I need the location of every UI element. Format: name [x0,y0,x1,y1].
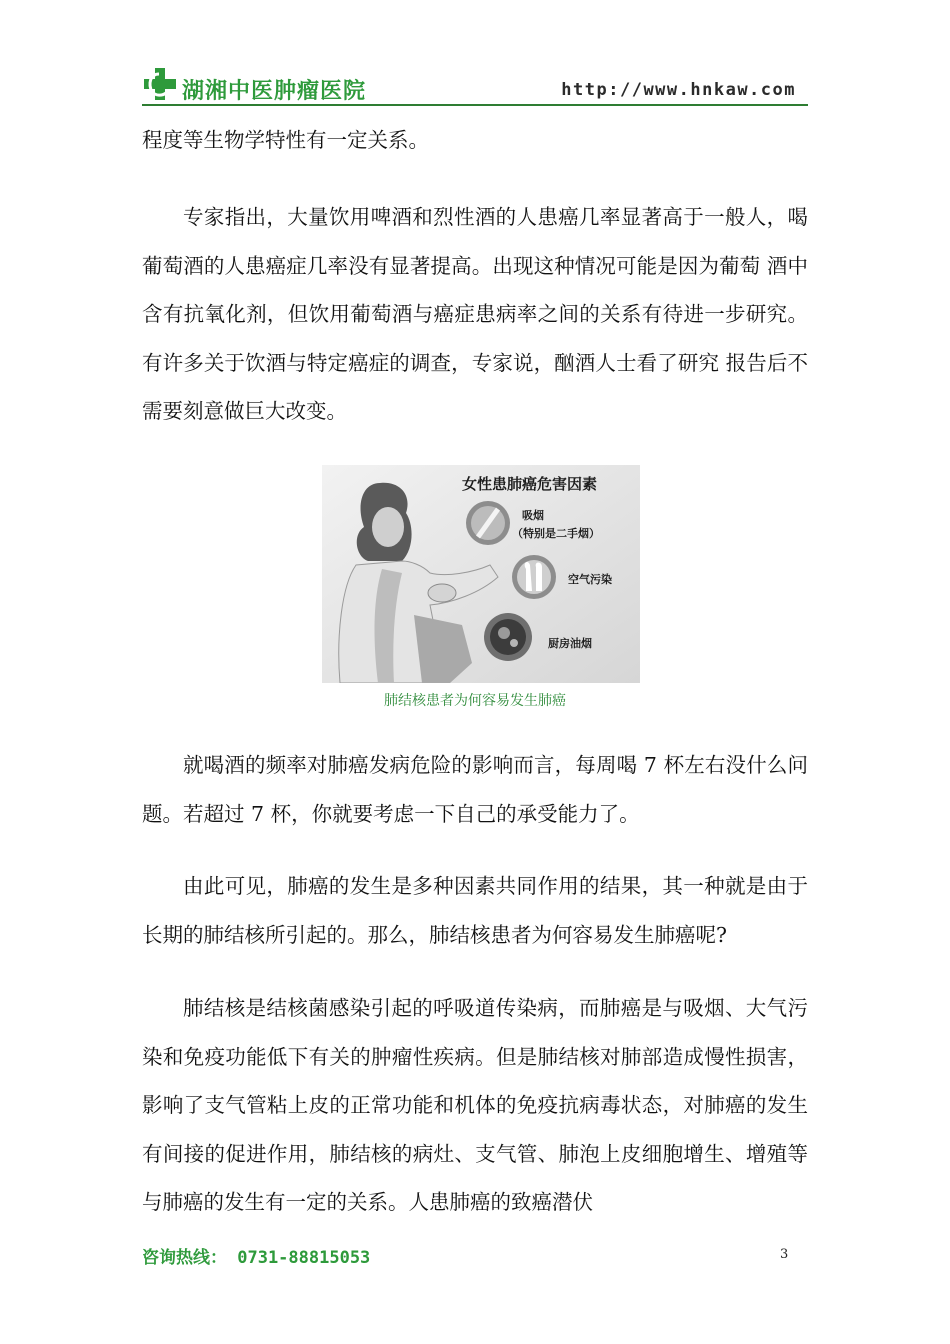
paragraph-2: 专家指出，大量饮用啤酒和烈性酒的人患癌几率显著高于一般人，喝葡萄酒的人患癌症几率没有显著提高。出现这种情况可能是因为葡萄 酒中含有抗氧化剂，但饮用葡萄酒与癌症患病率之间的关系有待进一步研究。有许多关于饮酒与特定癌症的调查，专家说，酗酒人士看了研究 报告后不需要刻意做巨大改变。 [142,205,808,423]
site-url[interactable]: http://www.hnkaw.com [561,80,796,100]
paragraph-3: 就喝酒的频率对肺癌发病危险的影响而言，每周喝 7 杯左右没什么问题。若超过 7 杯，你就要考虑一下自己的承受能力了。 [142,753,808,826]
hospital-cross-logo-icon [142,66,178,102]
header-divider [142,104,808,106]
paragraph-1: 程度等生物学特性有一定关系。 [142,128,429,152]
paragraph-4: 由此可见，肺癌的发生是多种因素共同作用的结果，其一种就是由于长期的肺结核所引起的。那么，肺结核患者为何容易发生肺癌呢? [142,874,808,947]
factory-smoke-icon [512,555,556,599]
hospital-name: 湖湘中医肿瘤医院 [182,79,367,104]
consultation-hotline: 咨询热线： 0731-88815053 [142,1248,371,1268]
page-number: 3 [780,1247,789,1262]
article-figure [322,465,640,683]
factor-label-kitchen-fumes: 厨房油烟 [548,637,592,650]
figure-caption: 肺结核患者为何容易发生肺癌 [384,693,566,709]
paragraph-5: 肺结核是结核菌感染引起的呼吸道传染病，而肺癌是与吸烟、大气污染和免疫功能低下有关的肿瘤性疾病。但是肺结核对肺部造成慢性损害，影响了支气管粘上皮的正常功能和机体的免疫抗病毒状态，对肺癌的发生有间接的促进作用，肺结核的病灶、支气管、肺泡上皮细胞增生、增殖等与肺癌的发生有一定的关系。人患肺癌的致癌潜伏 [142,996,808,1214]
cooking-fumes-icon [484,613,532,661]
figure-title: 女性患肺癌危害因素 [462,475,598,493]
factor-label-smoking: 吸烟 [522,509,544,522]
factor-label-air-pollution: 空气污染 [568,573,612,586]
cigarette-icon [466,501,510,545]
factor-note-smoking: （特别是二手烟） [512,527,600,540]
page-header [142,62,808,104]
